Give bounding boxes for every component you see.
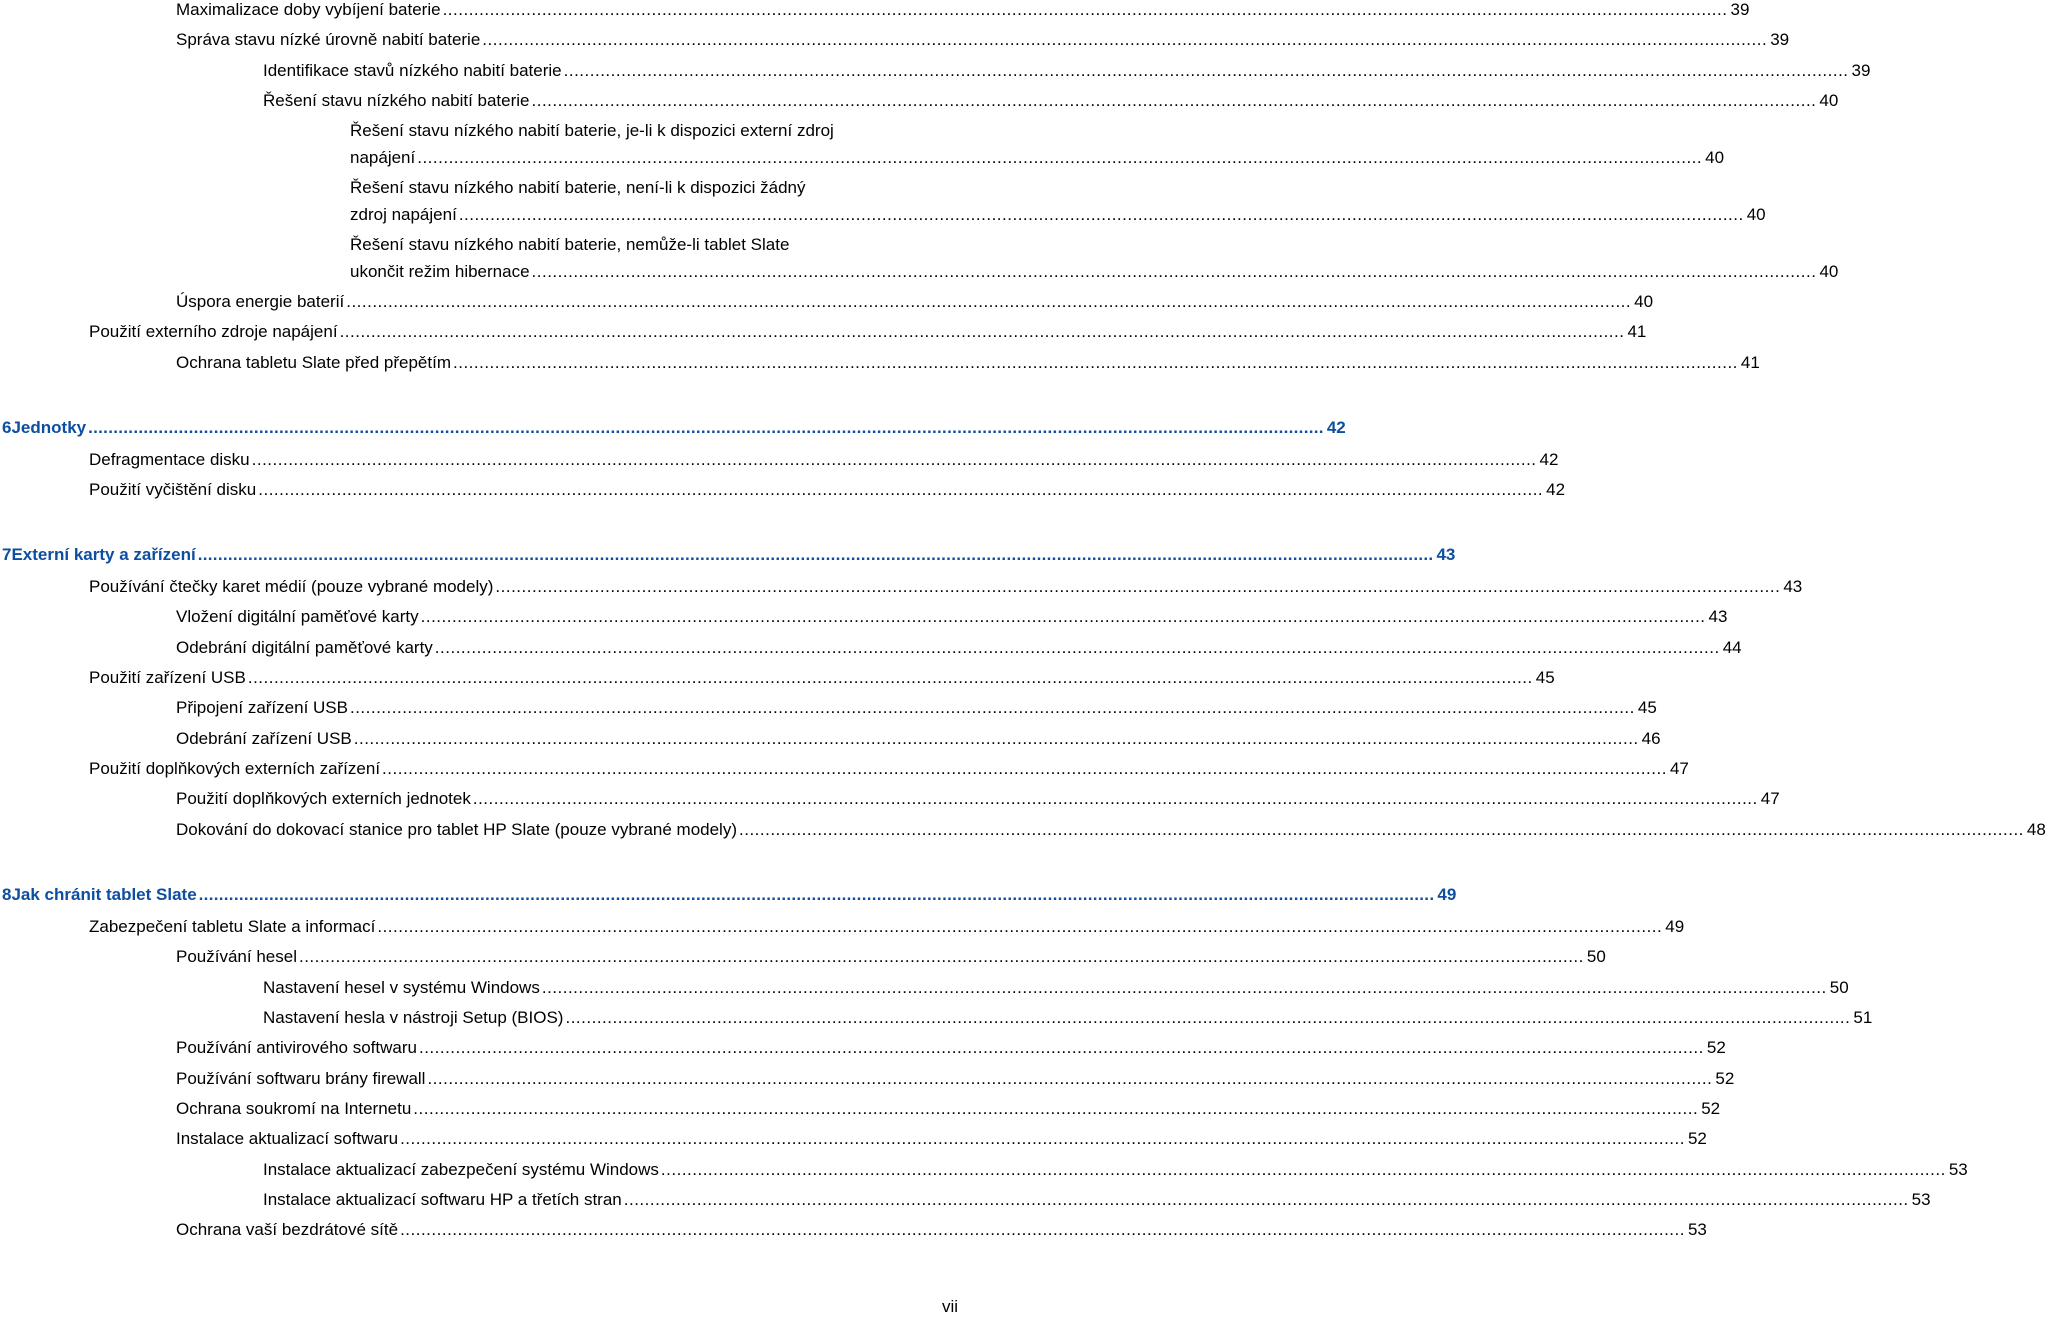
dot-leader (482, 30, 1767, 50)
toc-entry-label: Identifikace stavů nízkého nabití baterie (263, 61, 562, 80)
toc-entry-page: 48 (2026, 820, 2046, 839)
page-number: vii (941, 1297, 958, 1316)
toc-entry[interactable] (263, 61, 1871, 81)
toc-entry-label: napájení (350, 148, 416, 167)
chapter-title: Externí karty a zařízení (11, 545, 196, 564)
dot-leader (419, 1038, 1704, 1058)
toc-entry[interactable] (263, 1008, 1873, 1028)
toc-entry-page: 52 (1706, 1038, 1726, 1057)
chapter-page: 43 (1436, 545, 1456, 564)
toc-entry-page: 52 (1687, 1129, 1707, 1148)
toc-entry-label: Správa stavu nízké úrovně nabití baterie (176, 30, 481, 49)
dot-leader (417, 148, 1702, 168)
toc-entry-page: 41 (1627, 322, 1647, 341)
toc-entry-label: Instalace aktualizací softwaru HP a třetích stran (263, 1190, 622, 1209)
dot-leader (199, 885, 1435, 905)
toc-entry-label: Nastavení hesel v systému Windows (263, 978, 540, 997)
toc-entry-label: Nastavení hesla v nástroji Setup (BIOS) (263, 1008, 564, 1027)
toc-entry-label: Dokování do dokovací stanice pro tablet HP Slate (pouze vybrané modely) (176, 820, 737, 839)
toc-entry[interactable] (176, 820, 2046, 840)
toc-entry-page: 47 (1760, 789, 1780, 808)
dot-leader (565, 1008, 1850, 1028)
toc-entry-page: 45 (1637, 698, 1657, 717)
toc-entry[interactable] (89, 450, 1559, 470)
chapter-number: 6 (2, 418, 12, 437)
toc-entry-label: Použití zařízení USB (89, 668, 246, 687)
toc-entry-page: 53 (1911, 1190, 1931, 1209)
toc-entry-label: Řešení stavu nízkého nabití baterie (263, 91, 530, 110)
dot-leader (382, 759, 1667, 779)
toc-entry[interactable] (176, 1038, 1726, 1058)
toc-entry[interactable] (89, 322, 1647, 342)
toc-entry-page: 46 (1641, 729, 1661, 748)
toc-entry[interactable] (263, 1160, 1968, 1180)
dot-leader (350, 698, 1635, 718)
chapter-page: 42 (1326, 418, 1346, 437)
toc-entry[interactable] (176, 789, 1780, 809)
toc-entry-label: Použití doplňkových externích jednotek (176, 789, 471, 808)
toc-entry-page: 40 (1746, 205, 1766, 224)
toc-entry-label: Ochrana soukromí na Internetu (176, 1099, 412, 1118)
chapter-heading-7[interactable] (2, 545, 1456, 565)
dot-leader (473, 789, 1758, 809)
toc-entry-label: Vložení digitální paměťové karty (176, 607, 419, 626)
dot-leader (443, 0, 1728, 20)
toc-entry-label: Ochrana vaší bezdrátové sítě (176, 1220, 399, 1239)
chapter-heading-6[interactable] (2, 418, 1346, 438)
toc-entry-label: Připojení zařízení USB (176, 698, 348, 717)
dot-leader (377, 917, 1662, 937)
toc-entry[interactable] (350, 205, 1766, 225)
toc-entry[interactable] (176, 1220, 1707, 1240)
toc-entry-label: Použití externího zdroje napájení (89, 322, 338, 341)
dot-leader (299, 947, 1584, 967)
toc-entry[interactable] (89, 759, 1689, 779)
toc-entry-page: 40 (1819, 91, 1839, 110)
dot-leader (532, 91, 1817, 111)
toc-entry-page: 52 (1701, 1099, 1721, 1118)
toc-entry-first-line[interactable]: Řešení stavu nízkého nabití baterie, není-li k dispozici žádný (350, 178, 806, 197)
toc-entry-page: 39 (1770, 30, 1790, 49)
toc-entry-page: 51 (1853, 1008, 1873, 1027)
toc-entry[interactable] (176, 698, 1657, 718)
toc-entry[interactable] (176, 292, 1654, 312)
toc-entry[interactable] (89, 480, 1566, 500)
toc-entry[interactable] (263, 978, 1849, 998)
dot-leader (354, 729, 1639, 749)
dot-leader (532, 262, 1817, 282)
toc-entry[interactable] (176, 607, 1728, 627)
toc-entry-label: Odebrání digitální paměťové karty (176, 638, 433, 657)
toc-entry[interactable] (176, 729, 1661, 749)
toc-entry[interactable] (176, 947, 1606, 967)
toc-entry[interactable] (89, 668, 1555, 688)
dot-leader (624, 1190, 1909, 1210)
chapter-title: Jednotky (11, 418, 87, 437)
dot-leader (542, 978, 1827, 998)
toc-entry-page: 39 (1851, 61, 1871, 80)
dot-leader (88, 418, 1324, 438)
toc-entry-page: 43 (1708, 607, 1728, 626)
toc-entry[interactable] (176, 638, 1742, 658)
toc-entry-label: Instalace aktualizací zabezpečení systému Windows (263, 1160, 659, 1179)
dot-leader (400, 1129, 1685, 1149)
toc-entry-label: Odebrání zařízení USB (176, 729, 352, 748)
chapter-title: Jak chránit tablet Slate (11, 885, 197, 904)
toc-entry-page: 42 (1546, 480, 1566, 499)
toc-entry-label: ukončit režim hibernace (350, 262, 530, 281)
toc-entry-page: 45 (1535, 668, 1555, 687)
toc-entry-page: 49 (1665, 917, 1685, 936)
toc-entry-page: 41 (1740, 353, 1760, 372)
toc-entry-label: Použití doplňkových externích zařízení (89, 759, 381, 778)
toc-entry-label: Používání softwaru brány firewall (176, 1069, 426, 1088)
toc-entry-page: 39 (1730, 0, 1750, 19)
dot-leader (346, 292, 1631, 312)
toc-entry-label: Používání čtečky karet médií (pouze vybrané modely) (89, 577, 494, 596)
toc-entry-first-line[interactable]: Řešení stavu nízkého nabití baterie, nemůže-li tablet Slate (350, 235, 790, 254)
toc-entry-page: 52 (1715, 1069, 1735, 1088)
toc-entry[interactable] (263, 1190, 1931, 1210)
toc-entry[interactable] (176, 1129, 1707, 1149)
toc-entry[interactable] (89, 917, 1685, 937)
dot-leader (427, 1069, 1712, 1089)
toc-entry-page: 53 (1687, 1220, 1707, 1239)
dot-leader (252, 450, 1537, 470)
dot-leader (400, 1220, 1685, 1240)
toc-entry-page: 50 (1829, 978, 1849, 997)
toc-entry-label: Ochrana tabletu Slate před přepětím (176, 353, 451, 372)
chapter-heading-8[interactable] (2, 885, 1457, 905)
dot-leader (258, 480, 1543, 500)
toc-entry-page: 40 (1634, 292, 1654, 311)
toc-entry[interactable] (176, 0, 1750, 20)
chapter-page: 49 (1437, 885, 1457, 904)
toc-entry-page: 50 (1586, 947, 1606, 966)
toc-entry[interactable] (89, 577, 1803, 597)
toc-entry[interactable] (176, 1069, 1735, 1089)
toc-entry[interactable] (176, 30, 1790, 50)
toc-entry-label: Používání antivirového softwaru (176, 1038, 417, 1057)
dot-leader (421, 607, 1706, 627)
toc-entry-label: Použití vyčištění disku (89, 480, 257, 499)
dot-leader (661, 1160, 1946, 1180)
toc-entry-label: Defragmentace disku (89, 450, 250, 469)
dot-leader (459, 205, 1744, 225)
dot-leader (435, 638, 1720, 658)
dot-leader (413, 1099, 1698, 1119)
dot-leader (198, 545, 1434, 565)
dot-leader (495, 577, 1780, 597)
toc-entry-page: 44 (1722, 638, 1742, 657)
toc-entry-page: 40 (1819, 262, 1839, 281)
dot-leader (248, 668, 1533, 688)
toc-entry-page: 47 (1669, 759, 1689, 778)
dot-leader (564, 61, 1849, 81)
toc-entry-label: zdroj napájení (350, 205, 457, 224)
toc-entry-label: Instalace aktualizací softwaru (176, 1129, 399, 1148)
chapter-number: 8 (2, 885, 12, 904)
toc-entry-label: Úspora energie baterií (176, 292, 345, 311)
toc-entry[interactable] (350, 262, 1839, 282)
dot-leader (453, 353, 1738, 373)
toc-entry-page: 42 (1539, 450, 1559, 469)
toc-entry-page: 40 (1705, 148, 1725, 167)
toc-entry-label: Zabezpečení tabletu Slate a informací (89, 917, 376, 936)
toc-entry-label: Maximalizace doby vybíjení baterie (176, 0, 441, 19)
dot-leader (340, 322, 1625, 342)
chapter-number: 7 (2, 545, 12, 564)
toc-entry[interactable] (350, 148, 1725, 168)
toc-entry[interactable] (176, 1099, 1721, 1119)
toc-entry[interactable] (176, 353, 1760, 373)
toc-entry-page: 53 (1948, 1160, 1968, 1179)
toc-entry-first-line[interactable]: Řešení stavu nízkého nabití baterie, je-li k dispozici externí zdroj (350, 121, 834, 140)
toc-entry-page: 43 (1783, 577, 1803, 596)
toc-entry[interactable] (263, 91, 1839, 111)
toc-entry-label: Používání hesel (176, 947, 297, 966)
dot-leader (739, 820, 2024, 840)
